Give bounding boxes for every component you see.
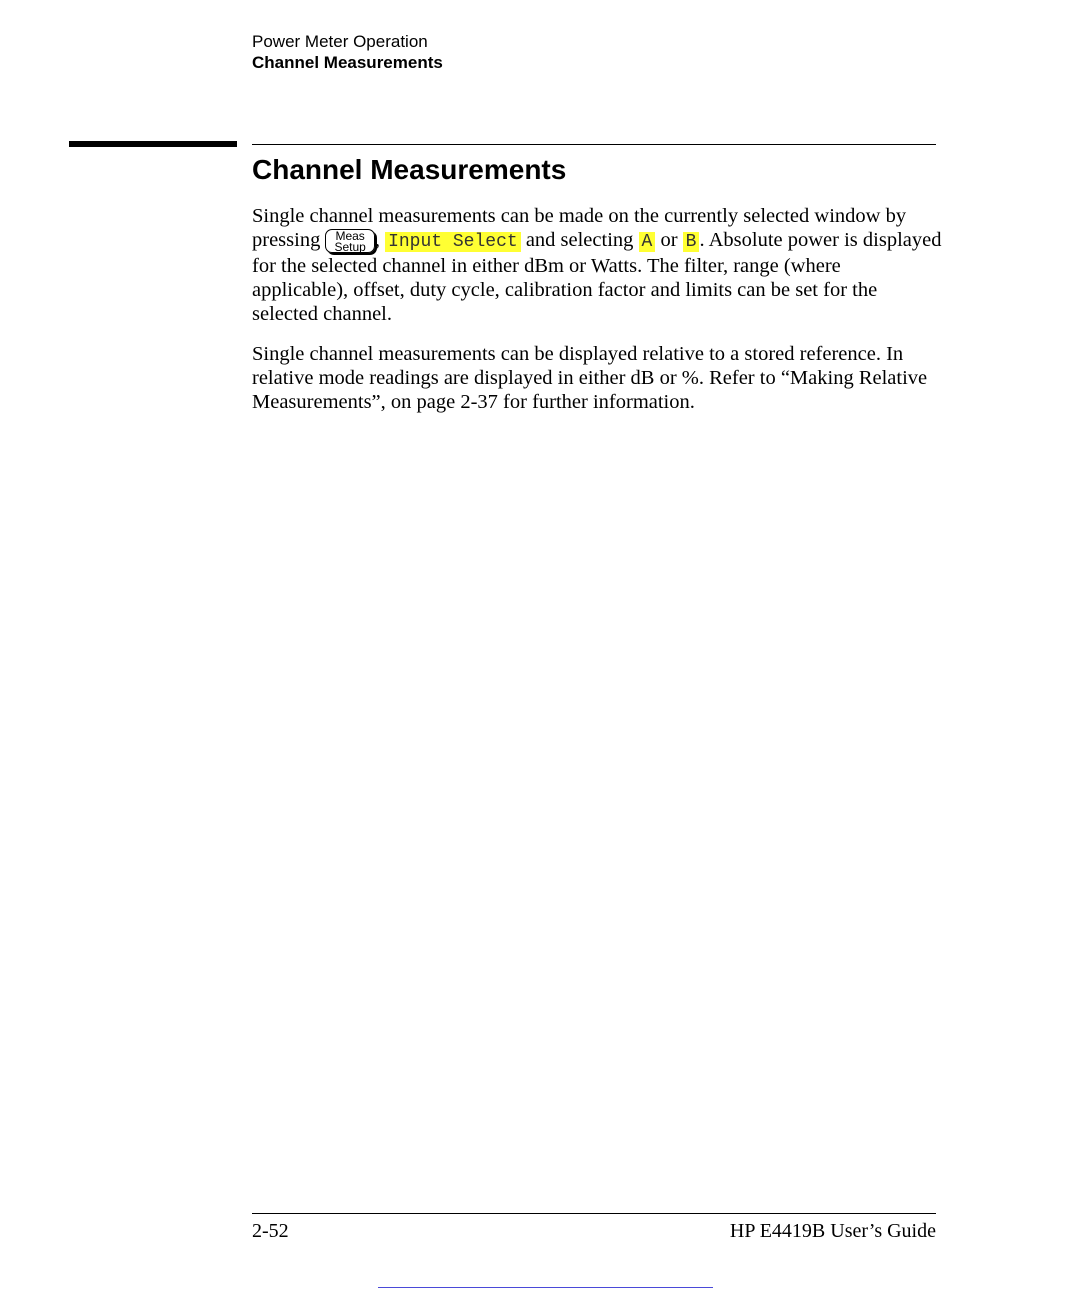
page-footer — [252, 1219, 936, 1243]
channel-b-softkey: B — [683, 232, 700, 252]
paragraph-2: Single channel measurements can be displayed relative to a stored reference. In relative mode readings are displayed in either dB or %. Refer to “Making Relative Measurements”, on page 2-37 for further information. — [252, 343, 928, 413]
paragraph-1-text-b: , — [374, 229, 386, 251]
paragraph-1-text-a: Single channel measurements can be made on the currently selected window by pressing — [252, 205, 907, 251]
page-title: Channel Measurements — [252, 154, 567, 185]
guide-title: HP E4419B User’s Guide — [729, 1220, 936, 1242]
body-text — [252, 204, 942, 430]
hardkey-line-1: Meas — [335, 229, 365, 243]
paragraph-1-text-c: and selecting — [520, 229, 639, 251]
channel-a-softkey: A — [639, 232, 656, 252]
hardkey-line-2: Setup — [334, 240, 366, 254]
paragraph-1-text-e: . Absolute power is displayed for the selected channel in either dBm or Watts. The filter, range (where applicable), offset, duty cycle, calibration factor and limits can be set for the selected channel. — [252, 229, 942, 325]
meas-setup-key-icon — [325, 229, 374, 253]
running-header-section: Channel Measurements — [252, 53, 443, 72]
section-marker-bar — [69, 141, 237, 147]
footer-rule — [252, 1213, 936, 1214]
running-header-chapter: Power Meter Operation — [252, 32, 428, 51]
running-header — [252, 31, 443, 73]
paragraph-1-text-d: or — [655, 229, 683, 251]
title-rule — [252, 144, 936, 145]
paragraph-1 — [252, 204, 942, 326]
input-select-softkey: Input Select — [385, 232, 521, 252]
page-number: 2-52 — [252, 1220, 289, 1242]
link-underline[interactable] — [378, 1287, 713, 1288]
